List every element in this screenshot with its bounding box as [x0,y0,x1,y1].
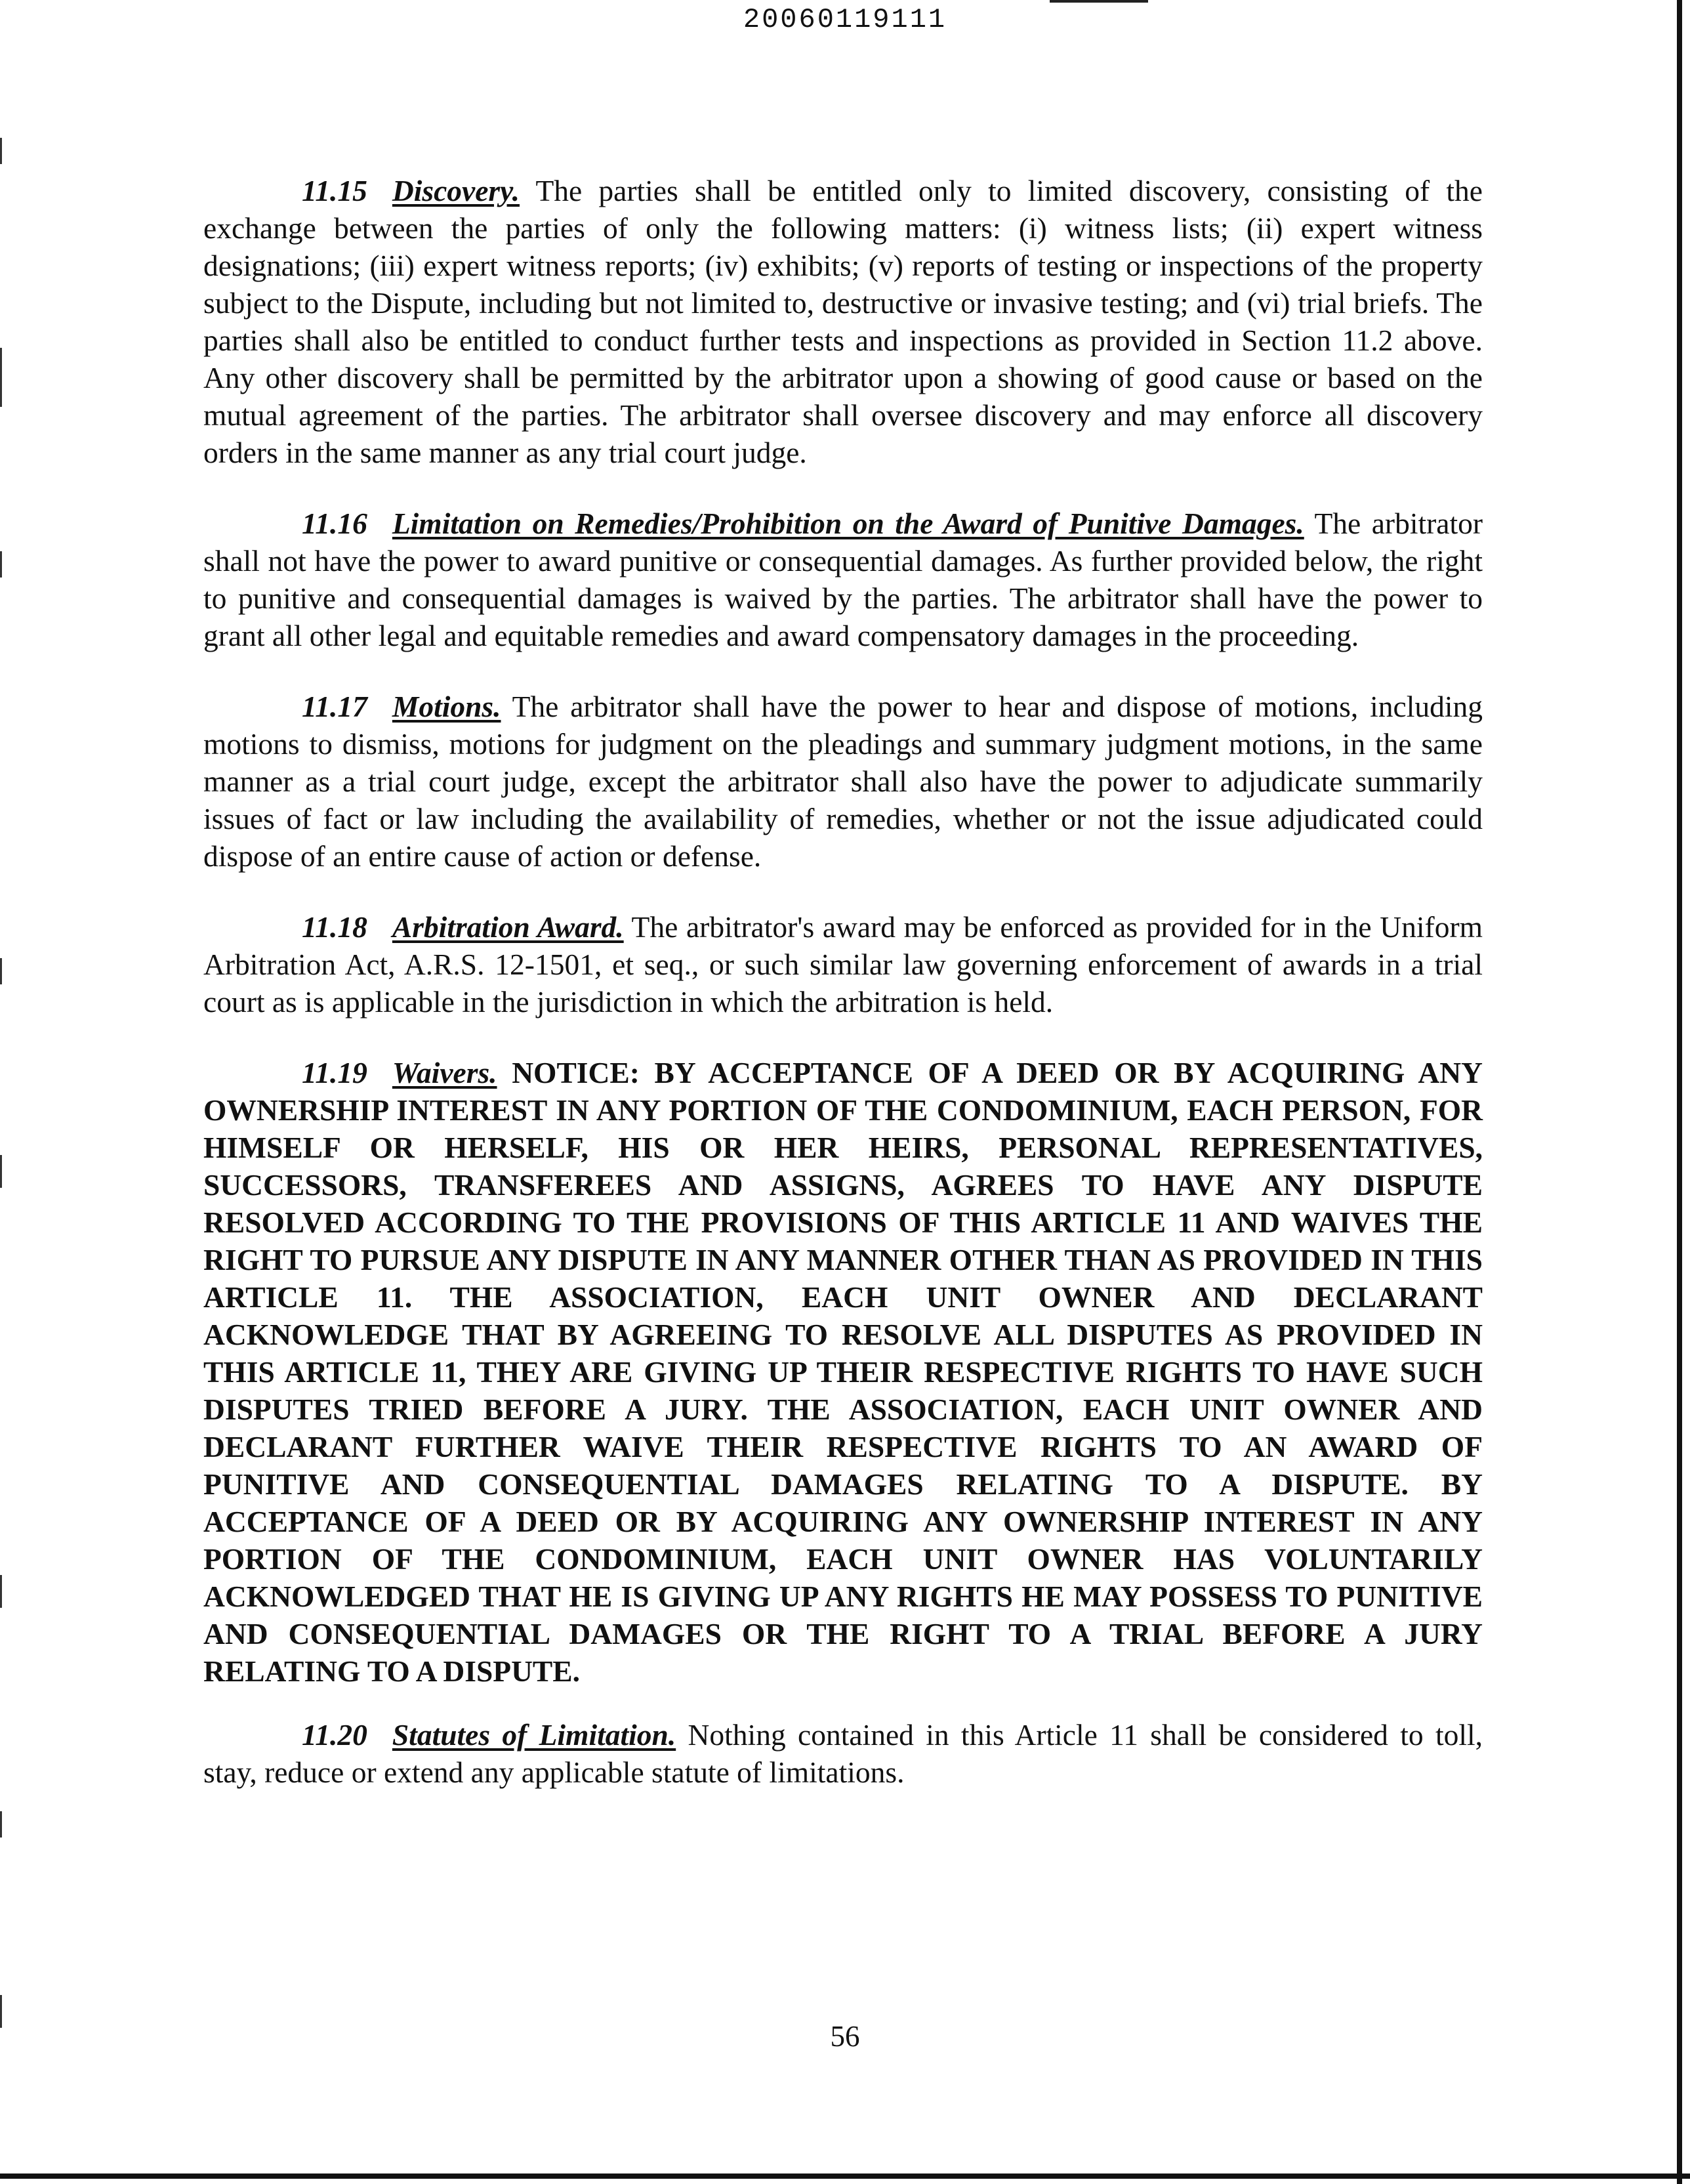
section-11-18 [203,908,1483,1020]
section-number: 11.19 [302,1056,367,1089]
scan-edge-tick [0,1155,2,1188]
scan-edge-tick [0,551,2,578]
section-number: 11.15 [302,174,367,207]
section-11-16 [203,505,1483,654]
waiver-notice-text: NOTICE: BY ACCEPTANCE OF A DEED OR BY ACQUIRING ANY OWNERSHIP INTEREST IN ANY PORTION OF THE CONDOMINIUM, EACH PERSON, FOR HIMSELF OR HERSELF, HIS OR HER HEIRS, PERSONAL REPRESENTATIVES, SUCCESSORS, TRANSFEREES AND ASSIGNS, AGREES TO HAVE ANY DISPUTE RESOLVED ACCORDING TO THE PROVISIONS OF THIS ARTICLE 11 AND WAIVES THE RIGHT TO PURSUE ANY DISPUTE IN ANY MANNER OTHER THAN AS PROVIDED IN THIS ARTICLE 11. THE ASSOCIATION, EACH UNIT OWNER AND DECLARANT ACKNOWLEDGE THAT BY AGREEING TO RESOLVE ALL DISPUTES AS PROVIDED IN THIS ARTICLE 11, THEY ARE GIVING UP THEIR RESPECTIVE RIGHTS TO HAVE SUCH DISPUTES TRIED BEFORE A JURY. THE ASSOCIATION, EACH UNIT OWNER AND DECLARANT FURTHER WAIVE THEIR RESPECTIVE RIGHTS TO AN AWARD OF PUNITIVE AND CONSEQUENTIAL DAMAGES RELATING TO A DISPUTE. BY ACCEPTANCE OF A DEED OR BY ACQUIRING ANY OWNERSHIP INTEREST IN ANY PORTION OF THE CONDOMINIUM, EACH UNIT OWNER HAS VOLUNTARILY ACKNOWLEDGED THAT HE IS GIVING UP ANY RIGHTS HE MAY POSSESS TO PUNITIVE AND CONSEQUENTIAL DAMAGES OR THE RIGHT TO A TRIAL BEFORE A JURY RELATING TO A DISPUTE. [203,1056,1483,1688]
section-11-15 [203,172,1483,471]
document-number: 20060119111 [743,4,947,35]
section-title: Motions. [392,690,501,723]
section-text: The arbitrator shall have the power to hear and dispose of motions, including motions to dismiss, motions for judgment on the pleadings and summary judgment motions, in the same manner as a trial court judge, except the arbitrator shall also have the power to adjudicate summarily issues of fact or law including the availability of remedies, whether or not the issue adjudicated could dispose of an entire cause of action or defense. [203,690,1483,873]
section-title: Limitation on Remedies/Prohibition on the Award of Punitive Damages. [392,507,1304,540]
scan-edge-tick [0,1575,2,1608]
section-text: Nothing contained in this Article 11 shall be considered to toll, stay, reduce or extend any applicable statute of limitations. [203,1718,1483,1789]
scan-border-bottom [0,2174,1690,2179]
section-title: Discovery. [392,174,520,207]
page-number: 56 [830,2020,860,2053]
scan-edge-tick [0,958,2,984]
section-text: The parties shall be entitled only to limited discovery, consisting of the exchange between the parties of only the following matters: (i) witness lists; (ii) expert witness designations; (iii) expert witness reports; (iv) exhibits; (v) reports of testing or inspections of the property subject to the Dispute, including but not limited to, destructive or invasive testing; and (vi) trial briefs. The parties shall also be entitled to conduct further tests and inspections as provided in Section 11.2 above. Any other discovery shall be permitted by the arbitrator upon a showing of good cause or based on the mutual agreement of the parties. The arbitrator shall oversee discovery and may enforce all discovery orders in the same manner as any trial court judge. [203,174,1483,469]
section-title: Arbitration Award. [392,910,624,944]
section-number: 11.20 [302,1718,367,1752]
scan-border-right [1677,0,1682,2184]
section-number: 11.16 [302,507,367,540]
section-11-20 [203,1716,1483,1791]
section-11-19 [203,1054,1483,1690]
section-title: Statutes of Limitation. [392,1718,676,1752]
document-body [203,172,1483,1824]
section-text: The arbitrator's award may be enforced as provided for in the Uniform Arbitration Act, A.R.S. 12-1501, et seq., or such similar law governing enforcement of awards in a trial court as is applicable in the jurisdiction in which the arbitration is held. [203,910,1483,1018]
section-title: Waivers. [392,1056,497,1089]
section-text: The arbitrator shall not have the power to award punitive or consequential damages. As further provided below, the right to punitive and consequential damages is waived by the parties. The arbitrator shall have the power to grant all other legal and equitable remedies and award compensatory damages in the proceeding. [203,507,1483,652]
scan-edge-tick [0,348,2,407]
scan-edge-tick [0,1811,2,1838]
section-11-17 [203,688,1483,875]
scan-edge-tick [0,138,2,164]
section-number: 11.18 [302,910,367,944]
section-number: 11.17 [302,690,367,723]
